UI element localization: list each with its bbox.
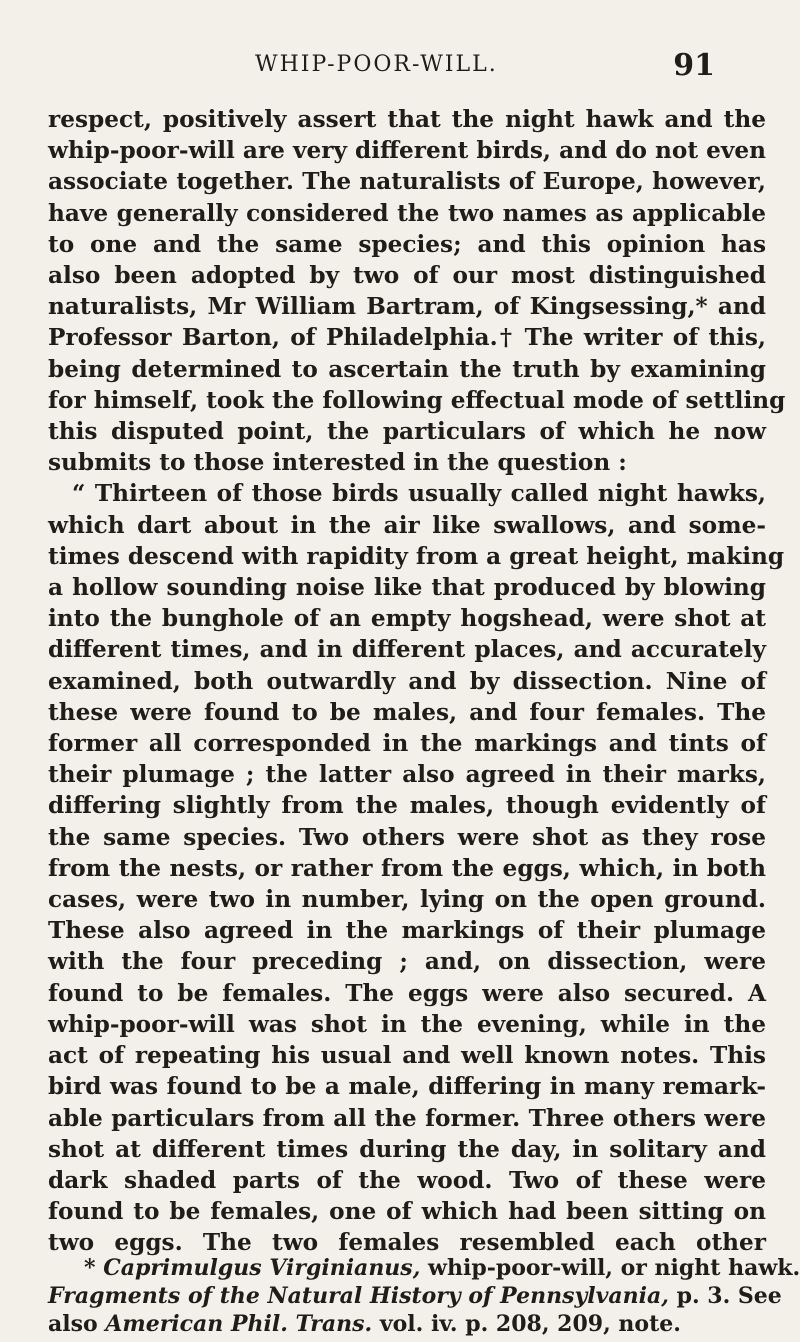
page-number: 91 bbox=[673, 48, 715, 83]
text-line: two eggs. The two females resembled each other bbox=[48, 1229, 766, 1257]
text-line: to one and the same species; and this opinion has bbox=[48, 230, 766, 258]
text-line: found to be females, one of which had been sitting on bbox=[48, 1198, 766, 1226]
text-line: act of repeating his usual and well known notes. This bbox=[48, 1042, 766, 1070]
text-line: times descend with rapidity from a great height, making bbox=[48, 542, 785, 570]
footnote-text: vol. iv. p. 208, 209, note. bbox=[379, 1311, 681, 1337]
text-line: also been adopted by two of our most distinguished bbox=[48, 262, 766, 290]
text-line: from the nests, or rather from the eggs, which, in both bbox=[48, 854, 766, 882]
footnote-line bbox=[48, 1310, 762, 1338]
text-line: able particulars from all the former. Three others were bbox=[48, 1104, 766, 1132]
text-line: these were found to be males, and four females. The bbox=[48, 698, 766, 726]
footnote-mark: * bbox=[84, 1255, 96, 1281]
text-line: dark shaded parts of the wood. Two of these were bbox=[48, 1166, 766, 1194]
footnote-line bbox=[48, 1282, 782, 1310]
text-line: which dart about in the air like swallows, and some- bbox=[48, 511, 766, 539]
text-line: submits to those interested in the question : bbox=[48, 449, 627, 477]
running-head: WHIP-POOR-WILL. bbox=[255, 52, 498, 77]
footnote-journal-title: American Phil. Trans. bbox=[105, 1311, 373, 1337]
text-line: Professor Barton, of Philadelphia.† The writer of this, bbox=[48, 324, 766, 352]
text-line: being determined to ascertain the truth by examining bbox=[48, 355, 766, 383]
text-line: naturalists, Mr William Bartram, of Kingsessing,* and bbox=[48, 293, 766, 321]
footnote-text: whip-poor-will, or night hawk. bbox=[428, 1255, 800, 1281]
text-line: whip-poor-will was shot in the evening, while in the bbox=[48, 1010, 766, 1038]
text-line: for himself, took the following effectual mode of settling bbox=[48, 386, 786, 414]
text-line: cases, were two in number, lying on the open ground. bbox=[48, 886, 766, 914]
text-line: shot at different times during the day, in solitary and bbox=[48, 1135, 766, 1163]
text-line: examined, both outwardly and by dissection. Nine of bbox=[48, 667, 766, 695]
footnote-species-name: Caprimulgus Virginianus, bbox=[103, 1255, 421, 1281]
text-line: into the bunghole of an empty hogshead, were shot at bbox=[48, 605, 766, 633]
text-line: former all corresponded in the markings and tints of bbox=[48, 730, 766, 758]
text-line: respect, positively assert that the night hawk and the bbox=[48, 106, 766, 133]
text-line: this disputed point, the particulars of which he now bbox=[48, 418, 766, 446]
text-line: the same species. Two others were shot as they rose bbox=[48, 823, 766, 851]
text-line: “ Thirteen of those birds usually called night hawks, bbox=[72, 480, 766, 508]
text-line: bird was found to be a male, differing in many remark- bbox=[48, 1073, 766, 1101]
text-line: whip-poor-will are very different birds, and do not even bbox=[48, 137, 766, 165]
text-line: found to be females. The eggs were also secured. A bbox=[48, 979, 766, 1007]
body-text bbox=[48, 104, 786, 1259]
text-line: have generally considered the two names as applicable bbox=[48, 199, 766, 227]
footnote-book-title: Fragments of the Natural History of Pennsylvania, bbox=[48, 1283, 669, 1309]
text-line: a hollow sounding noise like that produced by blowing bbox=[48, 574, 766, 602]
text-line: These also agreed in the markings of their plumage bbox=[48, 917, 766, 945]
footnote-line bbox=[48, 1254, 800, 1282]
text-line: with the four preceding ; and, on dissection, were bbox=[48, 948, 766, 976]
text-line: differing slightly from the males, though evidently of bbox=[48, 792, 766, 820]
footnote-text: p. 3. See bbox=[676, 1283, 782, 1309]
text-line: their plumage ; the latter also agreed in their marks, bbox=[48, 761, 766, 789]
footnote-text: also bbox=[48, 1311, 98, 1337]
page-header bbox=[255, 48, 715, 92]
text-line: associate together. The naturalists of Europe, however, bbox=[48, 168, 766, 196]
text-line: different times, and in different places, and accurately bbox=[48, 636, 766, 664]
footnote bbox=[48, 1254, 800, 1338]
